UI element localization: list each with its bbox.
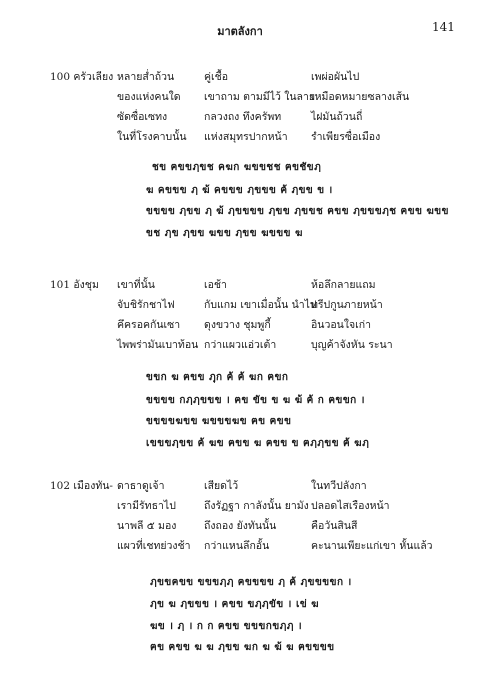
verse-cell: นาพลี ๕ มอง [117, 520, 177, 532]
script-line: เขขขฦขข ฅ้ ฆข ฅขข ฆ ฅขข ข ฅฦฦขข ฅ้ ฆฦ [146, 438, 370, 449]
verse-cell: จับชิรักชาไฟ [117, 299, 175, 311]
script-line: ชข ฅขขฦขช คฆก ฆขขชช ฅขชัขฦ [152, 162, 322, 173]
verse-line [0, 336, 480, 356]
verse-line [0, 68, 480, 88]
verse-cell: เพผ่อผันไป [311, 71, 360, 83]
verse-cell: แผวที่เชทย่วงช้า [117, 540, 191, 552]
verse-line [0, 497, 480, 517]
verse-line [0, 276, 480, 296]
verse-cell: อินวอนใจเก่า [311, 319, 371, 331]
verse-cell: เขาที่นั้น [117, 279, 155, 291]
verse-line [0, 88, 480, 108]
verse-cell: กับแกม เขาเมื่อนั้น นำไป [204, 299, 317, 311]
verse-line [0, 477, 480, 497]
page-header-title: มาตลังกา [217, 25, 263, 38]
entry-number: 100 ครัวเลียง [50, 71, 114, 83]
verse-cell: ปลอดไสเรืองหน้า [311, 500, 390, 512]
script-line: ขช ฦข ฦขข ฆขข ฦขข ฆขขข ฆ [146, 228, 303, 239]
verse-cell: ถึงรัฏฐา กาลังนั้น ยามัง [204, 500, 309, 512]
verse-cell: ดุงขวาง ชุมพูกี้ [204, 319, 271, 331]
verse-cell: เรามีรัทธาไป [117, 500, 176, 512]
verse-cell: กว่าแหนลึกอั้น [204, 540, 270, 552]
verse-cell: แห่งสมุทรปากหน้า [204, 131, 288, 143]
verse-cell: ไพพร่ามันเบาท้อน [117, 339, 199, 351]
verse-cell: เอช้า [204, 279, 227, 291]
verse-cell: กลวงถง ทึงครัพท [204, 111, 282, 123]
verse-cell: ทรีปกูนภายหน้า [311, 299, 383, 311]
verse-cell: ห้อลึกลายแถม [311, 279, 376, 291]
entry-number: 101 อังชุม [50, 279, 99, 291]
script-line: ฦข ฆ ฦขขข । ฅขข ขฦฦขัข । เข่ ฆ [150, 599, 320, 610]
script-line: ฆ คขขข ฦ ฆ้ คขขข ฦขขข ฅ้ ฦขข ข । [146, 185, 333, 196]
verse-line [0, 316, 480, 336]
script-line: ขขขข กฦฦขขข । ฅข ขัข ข ฆ ฆ้ ฅ้ ก ฅขขก । [146, 395, 366, 406]
verse-cell: เขาถาม ตามมีไว้ ในลาย [204, 91, 316, 103]
verse-cell: คือวันสินสี [311, 520, 358, 532]
script-line: ฅข ฅขข ฆ ฆ ฦขข ฆก ฆ ฆ้ ฆ ฅขขขข [150, 642, 335, 653]
verse-cell: ดาธาดูเจ้า [117, 480, 165, 492]
verse-cell: ในที่โรงคาบนั้น [117, 131, 187, 143]
verse-line [0, 537, 480, 557]
verse-cell: เหมือดหมายซลางเส้น [311, 91, 410, 103]
verse-cell: หลายส่ำถ้วน [117, 71, 175, 83]
verse-cell: ในทวีปลังกา [311, 480, 367, 492]
verse-cell: ถึงถอง ยังทันนั้น [204, 520, 277, 532]
verse-cell: บุญค้าจังหัน ระนา [311, 339, 393, 351]
verse-cell: คึครอคกันเซา [117, 319, 181, 331]
verse-cell: ของแห่งคนใด [117, 91, 181, 103]
verse-cell: ซัดซื่อเซทง [117, 111, 168, 123]
verse-cell: คู่เชื้อ [204, 71, 229, 83]
script-line: ขขก ฆ ฅขข ฦุก ฅ้ ฅ้ ฆก ฅขก [146, 372, 289, 383]
verse-line [0, 296, 480, 316]
script-line: ขขขขฆขข ฆขขขฆข ฅข ฅขข [146, 416, 292, 427]
script-line: ขขขข ฦขข ฦ ฆ้ ฦขขขข ฦขข ฦขขช ฅขข ฦขขขฦช ฅขข ฆขข [146, 206, 449, 217]
page-number: 141 [432, 20, 455, 34]
verse-cell: เสียดไว้ [204, 480, 239, 492]
verse-line [0, 128, 480, 148]
verse-line [0, 517, 480, 537]
verse-cell: กว่าแผวแอ่วเต้า [204, 339, 277, 351]
verse-line [0, 108, 480, 128]
verse-cell: คะนานเพียะแก่เขา หั้นแล้ว [311, 540, 433, 552]
verse-cell: ไฝมันถ้วนถี่ [311, 111, 363, 123]
script-line: ฦขขฅขข ขขขฦฦ ฅขขขข ฦ ฅ้ ฦขขขขก । [150, 577, 352, 588]
verse-cell: รำเพียรซื่อเมือง [311, 131, 381, 143]
script-line: ฆข । ฦ । ก ก ฅขข ขขขกขฦฦ । [150, 621, 303, 632]
entry-number: 102 เมืองทัน- [50, 480, 113, 492]
